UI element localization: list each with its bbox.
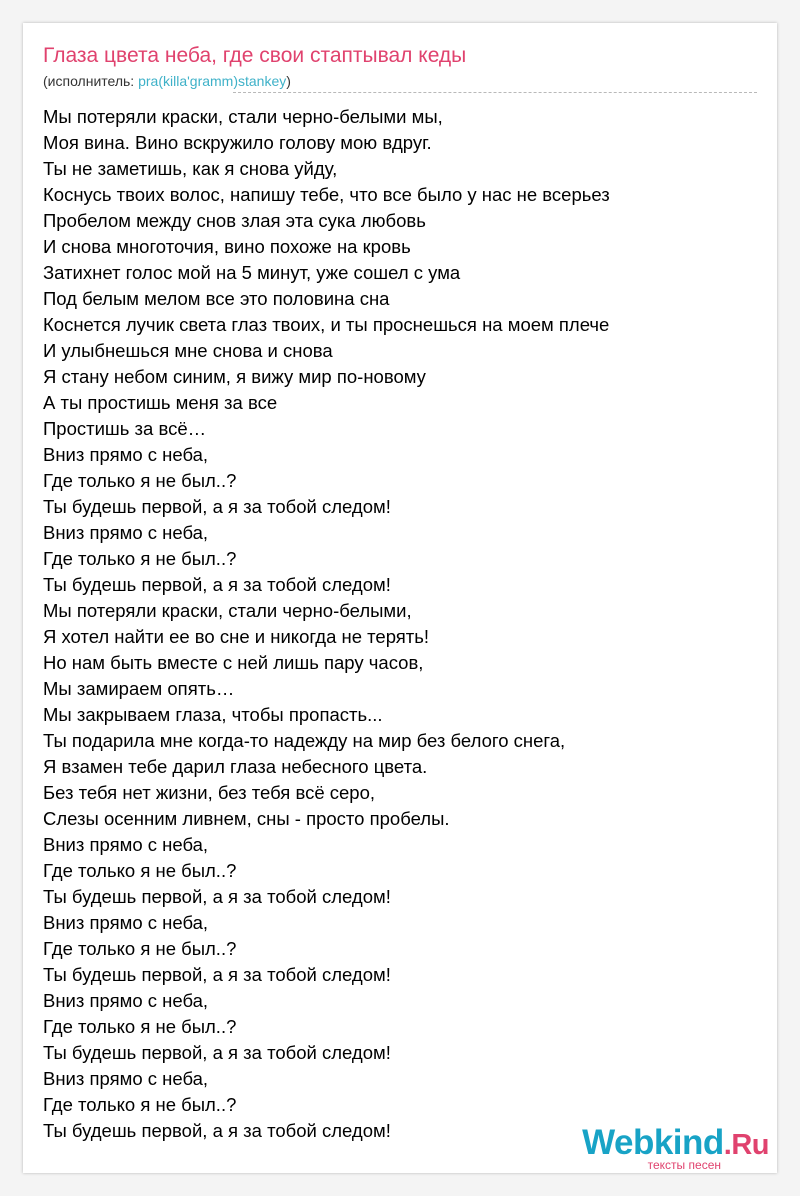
lyric-line: Слезы осенним ливнем, сны - просто пробелы. [43,808,450,829]
lyric-line: Где только я не был..? [43,470,237,491]
logo-tagline: тексты песен [647,1158,721,1172]
lyric-line: Я взамен тебе дарил глаза небесного цвета. [43,756,428,777]
lyric-line: Мы замираем опять… [43,678,235,699]
lyric-line: Я стану небом синим, я вижу мир по-новому [43,366,426,387]
lyric-line: Где только я не был..? [43,548,237,569]
artist-link[interactable]: pra(killa'gramm)stankey [138,73,287,89]
lyric-line: Ты будешь первой, а я за тобой следом! [43,496,391,517]
lyric-line: Ты не заметишь, как я снова уйду, [43,158,338,179]
lyric-line: Где только я не был..? [43,1016,237,1037]
lyric-line: Моя вина. Вино вскружило голову мою вдруг. [43,132,432,153]
logo-brand: Webkind [582,1123,724,1162]
lyric-line: Ты будешь первой, а я за тобой следом! [43,574,391,595]
lyric-line: А ты простишь меня за все [43,392,278,413]
lyrics-list [43,104,610,1144]
site-logo[interactable] [582,1125,769,1171]
lyric-line: Но нам быть вместе с ней лишь пару часов, [43,652,424,673]
lyric-line: Вниз прямо с неба, [43,834,209,855]
lyric-line: Пробелом между снов злая эта сука любовь [43,210,426,231]
lyric-line: Вниз прямо с неба, [43,1068,209,1089]
lyric-line: Ты будешь первой, а я за тобой следом! [43,964,391,985]
lyric-line: Затихнет голос мой на 5 минут, уже сошел с ума [43,262,461,283]
artist-line [43,72,291,90]
lyric-line: Вниз прямо с неба, [43,444,209,465]
lyric-line: Вниз прямо с неба, [43,990,209,1011]
lyrics-card [23,23,777,1173]
lyric-line: Где только я не был..? [43,1094,237,1115]
lyric-line: И снова многоточия, вино похоже на кровь [43,236,411,257]
lyric-line: Без тебя нет жизни, без тебя всё серо, [43,782,376,803]
song-title: Глаза цвета неба, где свои стаптывал кеды [43,44,467,67]
lyric-line: Ты будешь первой, а я за тобой следом! [43,1042,391,1063]
lyric-line: Где только я не был..? [43,938,237,959]
lyric-line: И улыбнешься мне снова и снова [43,340,333,361]
lyric-line: Мы закрываем глаза, чтобы пропасть... [43,704,383,725]
lyric-line: Ты будешь первой, а я за тобой следом! [43,1120,391,1141]
logo-tld: .Ru [723,1129,769,1161]
lyric-line: Ты будешь первой, а я за тобой следом! [43,886,391,907]
lyric-line: Вниз прямо с неба, [43,912,209,933]
lyric-line: Коснется лучик света глаз твоих, и ты проснешься на моем плече [43,314,610,335]
lyric-line: Где только я не был..? [43,860,237,881]
lyric-line: Мы потеряли краски, стали черно-белыми, [43,600,412,621]
artist-suffix: ) [286,73,291,89]
lyric-line: Ты подарила мне когда-то надежду на мир без белого снега, [43,730,566,751]
lyric-line: Вниз прямо с неба, [43,522,209,543]
lyric-line: Я хотел найти ее во сне и никогда не терять! [43,626,430,647]
lyric-line: Простишь за всё… [43,418,207,439]
artist-prefix: (исполнитель: [43,73,139,89]
lyric-line: Мы потеряли краски, стали черно-белыми мы, [43,106,443,127]
lyric-line: Под белым мелом все это половина сна [43,288,390,309]
lyric-line: Коснусь твоих волос, напишу тебе, что все было у нас не всерьез [43,184,610,205]
dashed-divider [233,92,757,93]
